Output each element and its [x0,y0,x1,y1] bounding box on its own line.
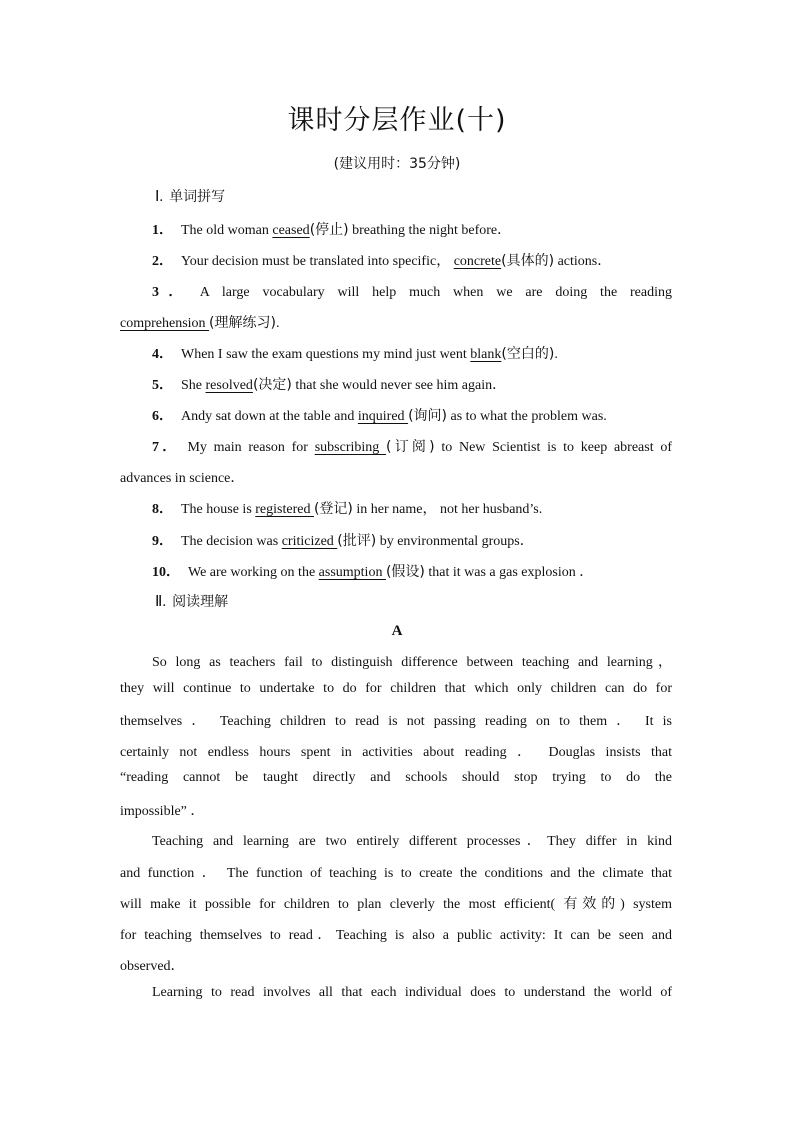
item-text: We are working on the [188,565,319,580]
chinese-hint: (具体的) [501,253,555,269]
item-text: by environmental groups． [376,534,534,549]
vocab-item-line [152,436,672,456]
vocab-item-line [152,530,672,550]
chinese-hint: (假设) [385,564,425,580]
section-heading-reading [155,591,228,611]
passage-line: “reading cannot be taught directly and schools should stop trying to do the [120,770,672,785]
answer-word: criticized [281,534,338,549]
item-number: 3． [152,285,192,300]
vocab-item-line [152,343,672,363]
item-text: breathing the night before． [348,223,512,238]
item-text: Your decision must be translated into specific， [181,254,454,269]
item-number: 7． [152,440,180,455]
item-number: 6． [152,409,173,424]
section-number: Ⅰ. [155,189,164,205]
answer-word: resolved [205,378,253,393]
vocab-item-line [152,281,672,301]
item-text: that she would never see him again． [291,378,507,393]
answer-word: registered [255,502,314,517]
section-number: Ⅱ. [155,594,167,610]
answer-word: comprehension [120,316,210,331]
answer-word: subscribing [314,440,386,455]
passage-line: So long as teachers fail to distinguish difference between teaching and learning， [152,655,672,670]
chinese-hint: (决定) [252,377,292,393]
passage-line: Teaching and learning are two entirely different processes．They differ in kind [152,834,672,849]
item-text: When I saw the exam questions my mind just went [181,347,471,362]
chinese-hint: (询问) [408,408,447,424]
answer-word: ceased [272,223,310,238]
chinese-hint: (理解练习) [209,315,276,331]
item-number: 4． [152,347,173,362]
section-label: 阅读理解 [172,594,229,610]
item-text: that it was a gas explosion ． [424,565,594,580]
vocab-item-line [120,467,672,487]
item-text: The old woman [181,223,273,238]
passage-line: impossible” ． [120,804,205,819]
section-label: 单词拼写 [169,189,226,205]
vocab-item-line [120,312,672,332]
item-text: Andy sat down at the table and [181,409,358,424]
item-text: The decision was [181,534,282,549]
answer-word: concrete [453,254,502,269]
passage-line: for teaching themselves to read．Teaching is also a public activity: It can be seen and [120,928,672,943]
item-text: as to what the problem was. [447,409,607,424]
chinese-hint: (批评) [337,533,377,549]
vocab-item-line [152,219,672,239]
item-number: 5． [152,378,173,393]
item-text: My main reason for [187,440,315,455]
vocab-item-line [152,498,672,518]
item-number: 10． [152,565,180,580]
vocab-item-line [152,250,672,270]
item-text: advances in science． [120,471,245,486]
passage-line: certainly not endless hours spent in activities about reading ． Douglas insists that [120,745,672,760]
item-text: actions． [554,254,612,269]
answer-word: blank [470,347,502,362]
chinese-hint: (登记) [313,501,353,517]
page-title: 课时分层作业(十) [287,105,507,136]
passage-line: and function ． The function of teaching is to create the conditions and the climate that [120,866,672,881]
item-number: 2． [152,254,173,269]
item-text: in her name， not her husband’s. [352,502,543,517]
item-text: The house is [181,502,256,517]
vocab-item-line [152,374,672,394]
item-text: to New Scientist is to keep abreast of [434,440,672,455]
item-text: She [181,378,206,393]
section-heading-vocabulary [155,186,225,206]
passage-line: they will continue to undertake to do for children that which only children can do for [120,681,672,696]
item-number: 9． [152,534,173,549]
passage-line: will make it possible for children to plan cleverly the most efficient( 有效的) system [120,897,672,912]
item-text: A large vocabulary will help much when we are doing the reading [199,285,672,300]
item-text: . [275,316,280,331]
passage-line: observed． [120,959,185,974]
item-number: 8． [152,502,173,517]
chinese-hint: (订阅) [386,439,435,455]
answer-word: assumption [318,565,386,580]
page-subtitle: (建议用时：35分钟) [333,156,461,172]
chinese-hint: (空白的) [501,346,555,362]
item-text: . [554,347,558,362]
vocab-item-line [152,561,672,581]
passage-label: A [391,623,403,639]
passage-line: themselves ． Teaching children to read is not passing reading on to them ． It is [120,714,672,729]
vocab-item-line [152,405,672,425]
passage-line: Learning to read involves all that each individual does to understand the world of [152,985,672,1000]
item-number: 1． [152,223,173,238]
answer-word: inquired [357,409,409,424]
chinese-hint: (停止) [309,222,349,238]
